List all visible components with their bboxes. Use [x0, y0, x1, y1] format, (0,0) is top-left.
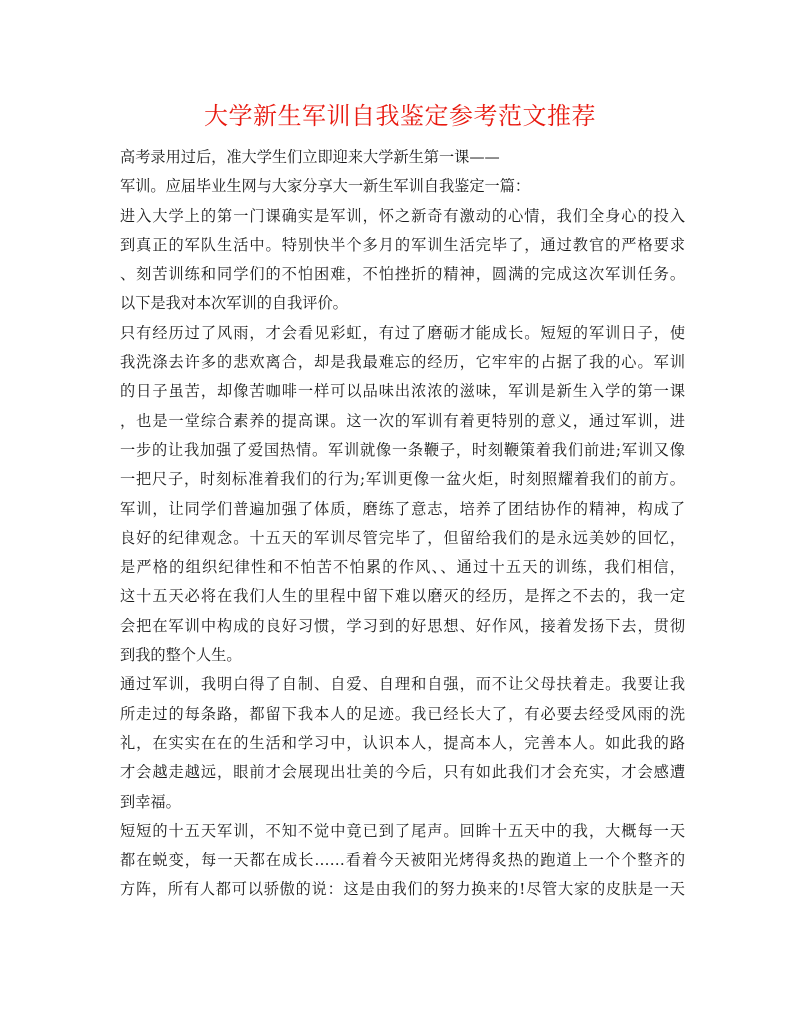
document-title: 大学新生军训自我鉴定参考范文推荐: [204, 102, 596, 130]
text-line: 高考录用过后，准大学生们立即迎来大学新生第一课——: [120, 148, 500, 166]
text-line: 军训。应届毕业生网与大家分享大一新生军训自我鉴定一篇：: [120, 177, 531, 196]
document-body: [120, 143, 685, 905]
text-line: 军训，让同学们普遍加强了体质，磨练了意志，培养了团结协作的精神，构成了: [120, 499, 685, 518]
text-line: 的日子虽苦，却像苦咖啡一样可以品味出浓浓的滋味，军训是新生入学的第一课: [120, 382, 685, 401]
text-line: 只有经历过了风雨，才会看见彩虹，有过了磨砺才能成长。短短的军训日子，使: [120, 323, 685, 342]
text-line: 通过军训，我明白得了自制、自爱、自理和自强，而不让父母扶着走。我要让我: [120, 675, 685, 694]
text-line: 方阵，所有人都可以骄傲的说：这是由我们的努力换来的!尽管大家的皮肤是一天: [120, 880, 685, 899]
text-line: 到我的整个人生。: [120, 646, 242, 665]
text-line: 礼，在实实在在的生活和学习中，认识本人，提高本人，完善本人。如此我的路: [120, 733, 685, 752]
text-line: 进入大学上的第一门课确实是军训，怀之新奇有激动的心情，我们全身心的投入: [120, 206, 685, 225]
text-line: 这十五天必将在我们人生的里程中留下难以磨灭的经历，是挥之不去的，我一定: [120, 587, 685, 606]
text-line: 所走过的每条路，都留下我本人的足迹。我已经长大了，有必要去经受风雨的洗: [120, 704, 685, 723]
text-line: 一步的让我加强了爱国热情。军训就像一条鞭子，时刻鞭策着我们前进;军训又像: [120, 440, 685, 459]
text-line: 都在蜕变，每一天都在成长……看着今天被阳光烤得炙热的跑道上一个个整齐的: [120, 851, 685, 870]
text-line: 到真正的军队生活中。特别快半个多月的军训生活完毕了，通过教官的严格要求: [120, 235, 685, 254]
text-line: 、刻苦训练和同学们的不怕困难，不怕挫折的精神，圆满的完成这次军训任务。: [120, 265, 685, 284]
text-line: 以下是我对本次军训的自我评价。: [120, 294, 348, 313]
text-line: ，也是一堂综合素养的提高课。这一次的军训有着更特别的意义，通过军训，进: [120, 411, 685, 430]
text-line: 才会越走越远，眼前才会展现出壮美的今后，只有如此我们才会充实，才会感遭: [120, 763, 685, 782]
text-line: 短短的十五天军训，不知不觉中竟已到了尾声。回眸十五天中的我，大概每一天: [120, 821, 685, 840]
text-line: 到幸福。: [120, 792, 181, 811]
text-line: 良好的纪律观念。十五天的军训尽管完毕了，但留给我们的是永远美妙的回忆，: [120, 528, 685, 547]
text-line: 会把在军训中构成的良好习惯，学习到的好思想、好作风，接着发扬下去，贯彻: [120, 616, 685, 635]
text-line: 是严格的组织纪律性和不怕苦不怕累的作风、、通过十五天的训练，我们相信，: [120, 558, 685, 577]
text-line: 我洗涤去许多的悲欢离合，却是我最难忘的经历，它牢牢的占据了我的心。军训: [120, 353, 685, 372]
text-line: 一把尺子，时刻标准着我们的行为;军训更像一盆火炬，时刻照耀着我们的前方。: [120, 470, 685, 489]
